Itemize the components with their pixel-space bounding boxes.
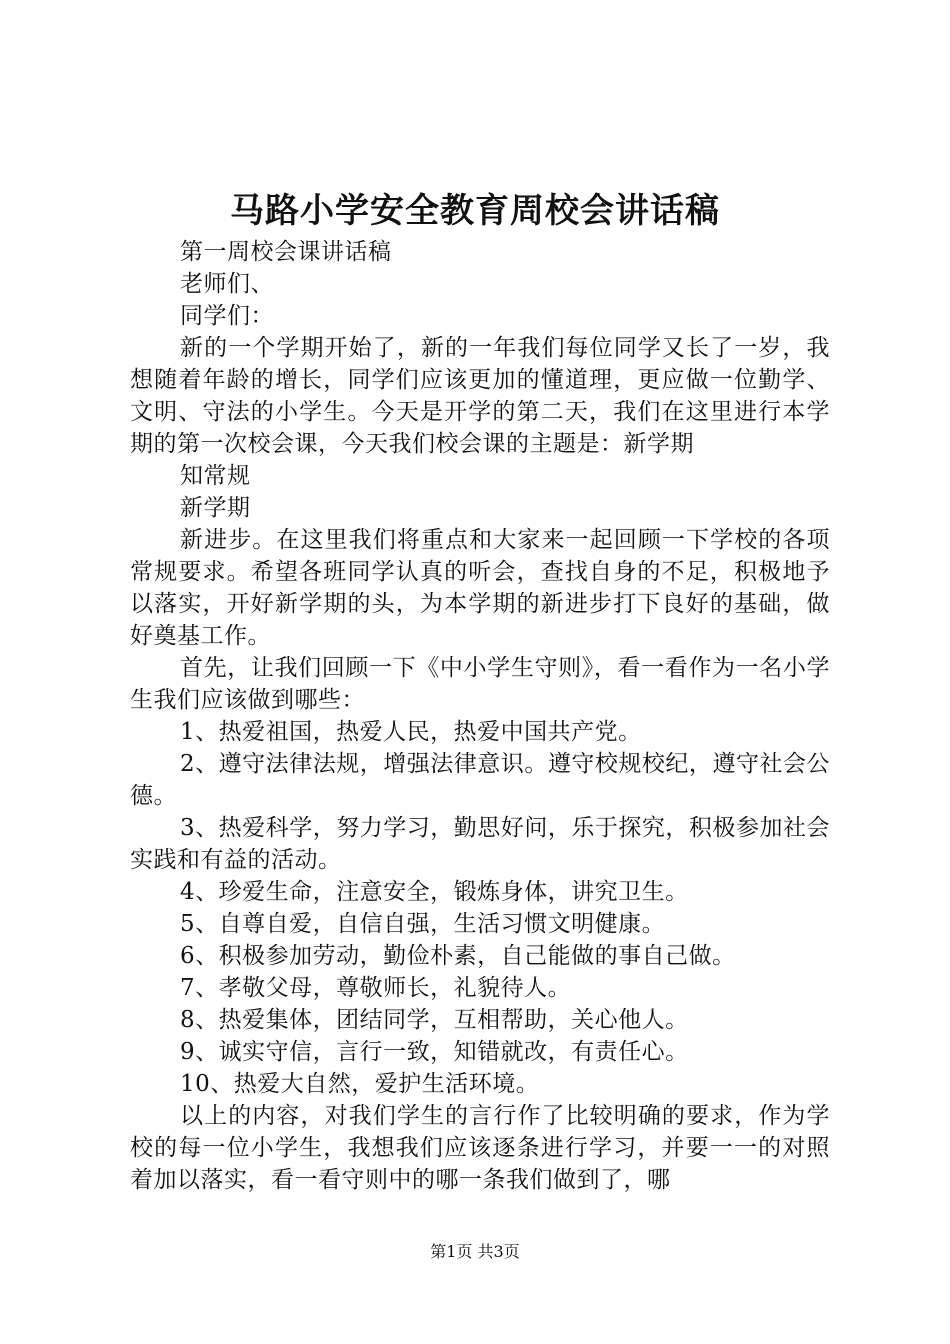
paragraph: 第一周校会课讲话稿 — [180, 239, 392, 265]
paragraph: 新学期 — [180, 495, 251, 521]
paragraph: 同学们： — [180, 303, 274, 329]
paragraph: 新的一个学期开始了，新的一年我们每位同学又长了一岁，我想随着年龄的增长，同学们应该更加的懂道理，更应做一位勤学、文明、守法的小学生。今天是开学的第二天，我们在这里进行本学期的第一次校会课，今天我们校会课的主题是：新学期 — [130, 335, 830, 457]
list-item: 4、珍爱生命，注意安全，锻炼身体，讲究卫生。 — [180, 879, 689, 905]
paragraph: 新进步。在这里我们将重点和大家来一起回顾一下学校的各项常规要求。希望各班同学认真的听会，查找自身的不足，积极地予以落实，开好新学期的头，为本学期的新进步打下良好的基础，做好奠基工作。 — [130, 527, 830, 649]
paragraph: 以上的内容，对我们学生的言行作了比较明确的要求，作为学校的每一位小学生，我想我们应该逐条进行学习，并要一一的对照着加以落实，看一看守则中的哪一条我们做到了，哪 — [130, 1103, 830, 1193]
list-item: 6、积极参加劳动，勤俭朴素，自己能做的事自己做。 — [180, 943, 736, 969]
list-item: 3、热爱科学，努力学习，勤思好问，乐于探究，积极参加社会实践和有益的活动。 — [130, 815, 830, 873]
list-item: 5、自尊自爱，自信自强，生活习惯文明健康。 — [180, 911, 666, 937]
paragraph: 老师们、 — [180, 271, 274, 297]
list-item: 2、遵守法律法规，增强法律意识。遵守校规校纪，遵守社会公德。 — [130, 751, 830, 809]
paragraph: 知常规 — [180, 463, 251, 489]
list-item: 10、热爱大自然，爱护生活环境。 — [180, 1071, 540, 1097]
list-item: 8、热爱集体，团结同学，互相帮助，关心他人。 — [180, 1007, 689, 1033]
page-footer: 第1页 共3页 — [430, 1242, 520, 1261]
document-title: 马路小学安全教育周校会讲话稿 — [230, 191, 720, 231]
list-item: 1、热爱祖国，热爱人民，热爱中国共产党。 — [180, 719, 642, 745]
paragraph: 首先，让我们回顾一下《中小学生守则》，看一看作为一名小学生我们应该做到哪些： — [130, 655, 830, 713]
document-body — [130, 236, 830, 1196]
list-item: 9、诚实守信，言行一致，知错就改，有责任心。 — [180, 1039, 689, 1065]
list-item: 7、孝敬父母，尊敬师长，礼貌待人。 — [180, 975, 572, 1001]
